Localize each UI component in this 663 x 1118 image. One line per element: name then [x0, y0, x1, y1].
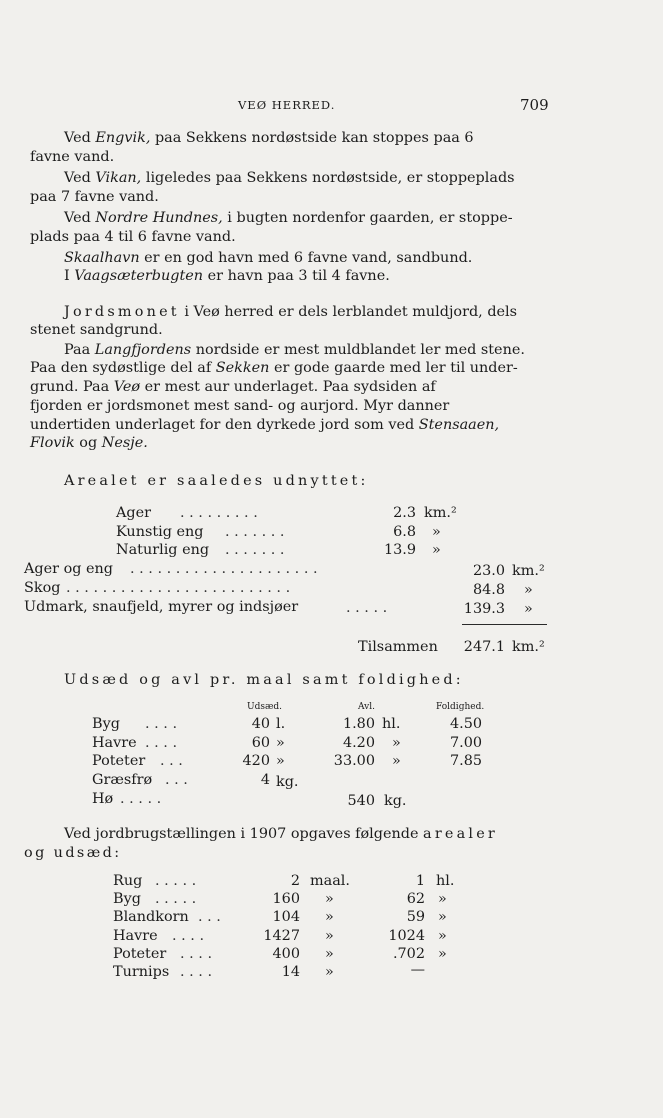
- census-area-unit: »: [325, 946, 334, 962]
- area-main-unit: km.²: [512, 563, 545, 579]
- leader-dots: . . . .: [145, 735, 178, 751]
- area-main-label: Skog: [24, 580, 61, 596]
- area-main-unit: »: [524, 601, 533, 617]
- area-main-value: 23.0: [472, 563, 505, 579]
- sum-rule: [462, 624, 547, 625]
- col-header-seed: Udsæd.: [247, 702, 283, 712]
- census-area: 104: [272, 909, 300, 925]
- area-sub-label: Naturlig eng: [116, 542, 210, 558]
- page-number: 709: [520, 96, 549, 114]
- census-hl-unit: »: [438, 909, 447, 925]
- soil-line: stenet sandgrund.: [30, 322, 163, 338]
- area-sub-value: 2.3: [393, 505, 416, 521]
- census-intro: Ved jordbrugstællingen i 1907 opgaves følgende arealer: [64, 826, 498, 842]
- fold-value: 4.50: [450, 716, 483, 732]
- census-hl-unit: »: [438, 891, 447, 907]
- soil-line: fjorden er jordsmonet mest sand- og aurjord. Myr danner: [30, 398, 450, 414]
- leader-dots: . . .: [198, 909, 221, 925]
- census-crop: Rug: [113, 873, 143, 889]
- census-hl: 62: [406, 891, 425, 907]
- leader-dots: . . . . .: [346, 600, 388, 616]
- harbour-line: plads paa 4 til 6 favne vand.: [30, 229, 236, 245]
- area-sub-label: Ager: [116, 505, 151, 521]
- col-header-fold: Foldighed.: [436, 702, 485, 712]
- col-header-yield: Avl.: [358, 702, 375, 712]
- soil-line: Paa den sydøstlige del af Sekken er gode gaarde med ler til under-: [30, 360, 518, 376]
- area-main-unit: »: [524, 582, 533, 598]
- census-intro: og udsæd:: [24, 845, 122, 861]
- seed-crop: Græsfrø: [92, 772, 153, 788]
- harbour-line: Ved Nordre Hundnes, i bugten nordenfor gaarden, er stoppe-: [64, 210, 513, 226]
- leader-dots: . . . . . . .: [225, 524, 285, 540]
- yield-amount: 1.80: [342, 716, 375, 732]
- census-crop: Poteter: [113, 946, 167, 962]
- census-area: 14: [281, 964, 300, 980]
- harbour-line: favne vand.: [30, 149, 115, 165]
- harbour-line: I Vaagsæterbugten er havn paa 3 til 4 favne.: [64, 268, 390, 284]
- census-area: 160: [272, 891, 300, 907]
- leader-dots: . . .: [160, 753, 183, 769]
- yield-unit: »: [392, 735, 401, 751]
- leader-dots: . . . . . . . . . . . . . . . . . . . . .: [130, 561, 318, 577]
- census-area-unit: maal.: [310, 873, 350, 889]
- census-area: 2: [290, 873, 300, 889]
- leader-dots: . . . . .: [120, 791, 162, 807]
- census-hl-unit: hl.: [436, 873, 455, 889]
- soil-line: grund. Paa Veø er mest aur underlaget. Paa sydsiden af: [30, 379, 436, 395]
- total-value: 247.1: [463, 639, 505, 655]
- seed-amount: 60: [251, 735, 270, 751]
- census-area-unit: »: [325, 928, 334, 944]
- area-sub-unit: »: [432, 524, 441, 540]
- census-area: 400: [272, 946, 300, 962]
- area-main-label: Udmark, snaufjeld, myrer og indsjøer: [24, 599, 299, 615]
- seed-crop: Hø: [92, 791, 114, 807]
- yield-unit: kg.: [384, 793, 407, 809]
- yield-amount: 33.00: [333, 753, 375, 769]
- seed-unit: kg.: [276, 774, 299, 790]
- area-heading: Arealet er saaledes udnyttet:: [64, 473, 369, 489]
- census-hl: .702: [392, 946, 425, 962]
- seed-crop: Byg: [92, 716, 120, 732]
- fold-value: 7.00: [450, 735, 483, 751]
- yield-amount: 540: [347, 793, 375, 809]
- harbour-line: Ved Vikan, ligeledes paa Sekkens nordøstside, er stoppeplads: [64, 170, 515, 186]
- census-crop: Havre: [113, 928, 158, 944]
- area-sub-value: 13.9: [383, 542, 416, 558]
- seed-amount: 40: [251, 716, 270, 732]
- seed-heading: Udsæd og avl pr. maal samt foldighed:: [64, 672, 464, 688]
- yield-amount: 4.20: [342, 735, 375, 751]
- leader-dots: . . . .: [172, 928, 205, 944]
- harbour-line: Skaalhavn er en god havn med 6 favne vand, sandbund.: [64, 250, 473, 266]
- census-hl: —: [410, 962, 425, 978]
- seed-unit: l.: [276, 716, 286, 732]
- census-crop: Byg: [113, 891, 141, 907]
- census-hl: 1024: [388, 928, 425, 944]
- yield-unit: »: [392, 753, 401, 769]
- census-crop: Turnips: [113, 964, 170, 980]
- census-hl: 59: [406, 909, 425, 925]
- seed-amount: 420: [242, 753, 270, 769]
- census-area-unit: »: [325, 964, 334, 980]
- leader-dots: . . . . .: [155, 891, 197, 907]
- soil-line: undertiden underlaget for den dyrkede jord som ved Stensaaen,: [30, 417, 500, 433]
- seed-amount: 4: [260, 772, 270, 788]
- leader-dots: . . . .: [180, 964, 213, 980]
- soil-line: Jordsmonet i Veø herred er dels lerblandet muldjord, dels: [64, 304, 518, 320]
- area-main-value: 84.8: [472, 582, 505, 598]
- leader-dots: . . . . . . .: [225, 542, 285, 558]
- census-hl: 1: [415, 873, 425, 889]
- leader-dots: . . . .: [180, 946, 213, 962]
- area-sub-label: Kunstig eng: [116, 524, 204, 540]
- fold-value: 7.85: [450, 753, 483, 769]
- soil-line: Flovik og Nesje.: [30, 435, 148, 451]
- yield-unit: hl.: [382, 716, 401, 732]
- census-area: 1427: [263, 928, 300, 944]
- area-main-label: Ager og eng: [24, 561, 114, 577]
- leader-dots: . . . . . . . . . . . . . . . . . . . . . . . . .: [66, 580, 291, 596]
- census-hl-unit: »: [438, 946, 447, 962]
- area-sub-value: 6.8: [393, 524, 416, 540]
- area-sub-unit: km.²: [424, 505, 457, 521]
- leader-dots: . . .: [165, 772, 188, 788]
- census-hl-unit: »: [438, 928, 447, 944]
- leader-dots: . . . . . . . . .: [180, 505, 258, 521]
- census-area-unit: »: [325, 891, 334, 907]
- area-sub-unit: »: [432, 542, 441, 558]
- area-main-value: 139.3: [463, 601, 505, 617]
- soil-line: Paa Langfjordens nordside er mest muldblandet ler med stene.: [64, 342, 525, 358]
- running-header: VEØ HERRED.: [238, 98, 336, 112]
- census-area-unit: »: [325, 909, 334, 925]
- total-unit: km.²: [512, 639, 545, 655]
- census-crop: Blandkorn: [113, 909, 189, 925]
- total-label: Tilsammen: [358, 639, 438, 655]
- harbour-line: paa 7 favne vand.: [30, 189, 159, 205]
- seed-crop: Havre: [92, 735, 137, 751]
- seed-unit: »: [276, 735, 285, 751]
- harbour-line: Ved Engvik, paa Sekkens nordøstside kan stoppes paa 6: [64, 130, 474, 146]
- seed-crop: Poteter: [92, 753, 146, 769]
- leader-dots: . . . .: [145, 716, 178, 732]
- seed-unit: »: [276, 753, 285, 769]
- leader-dots: . . . . .: [155, 873, 197, 889]
